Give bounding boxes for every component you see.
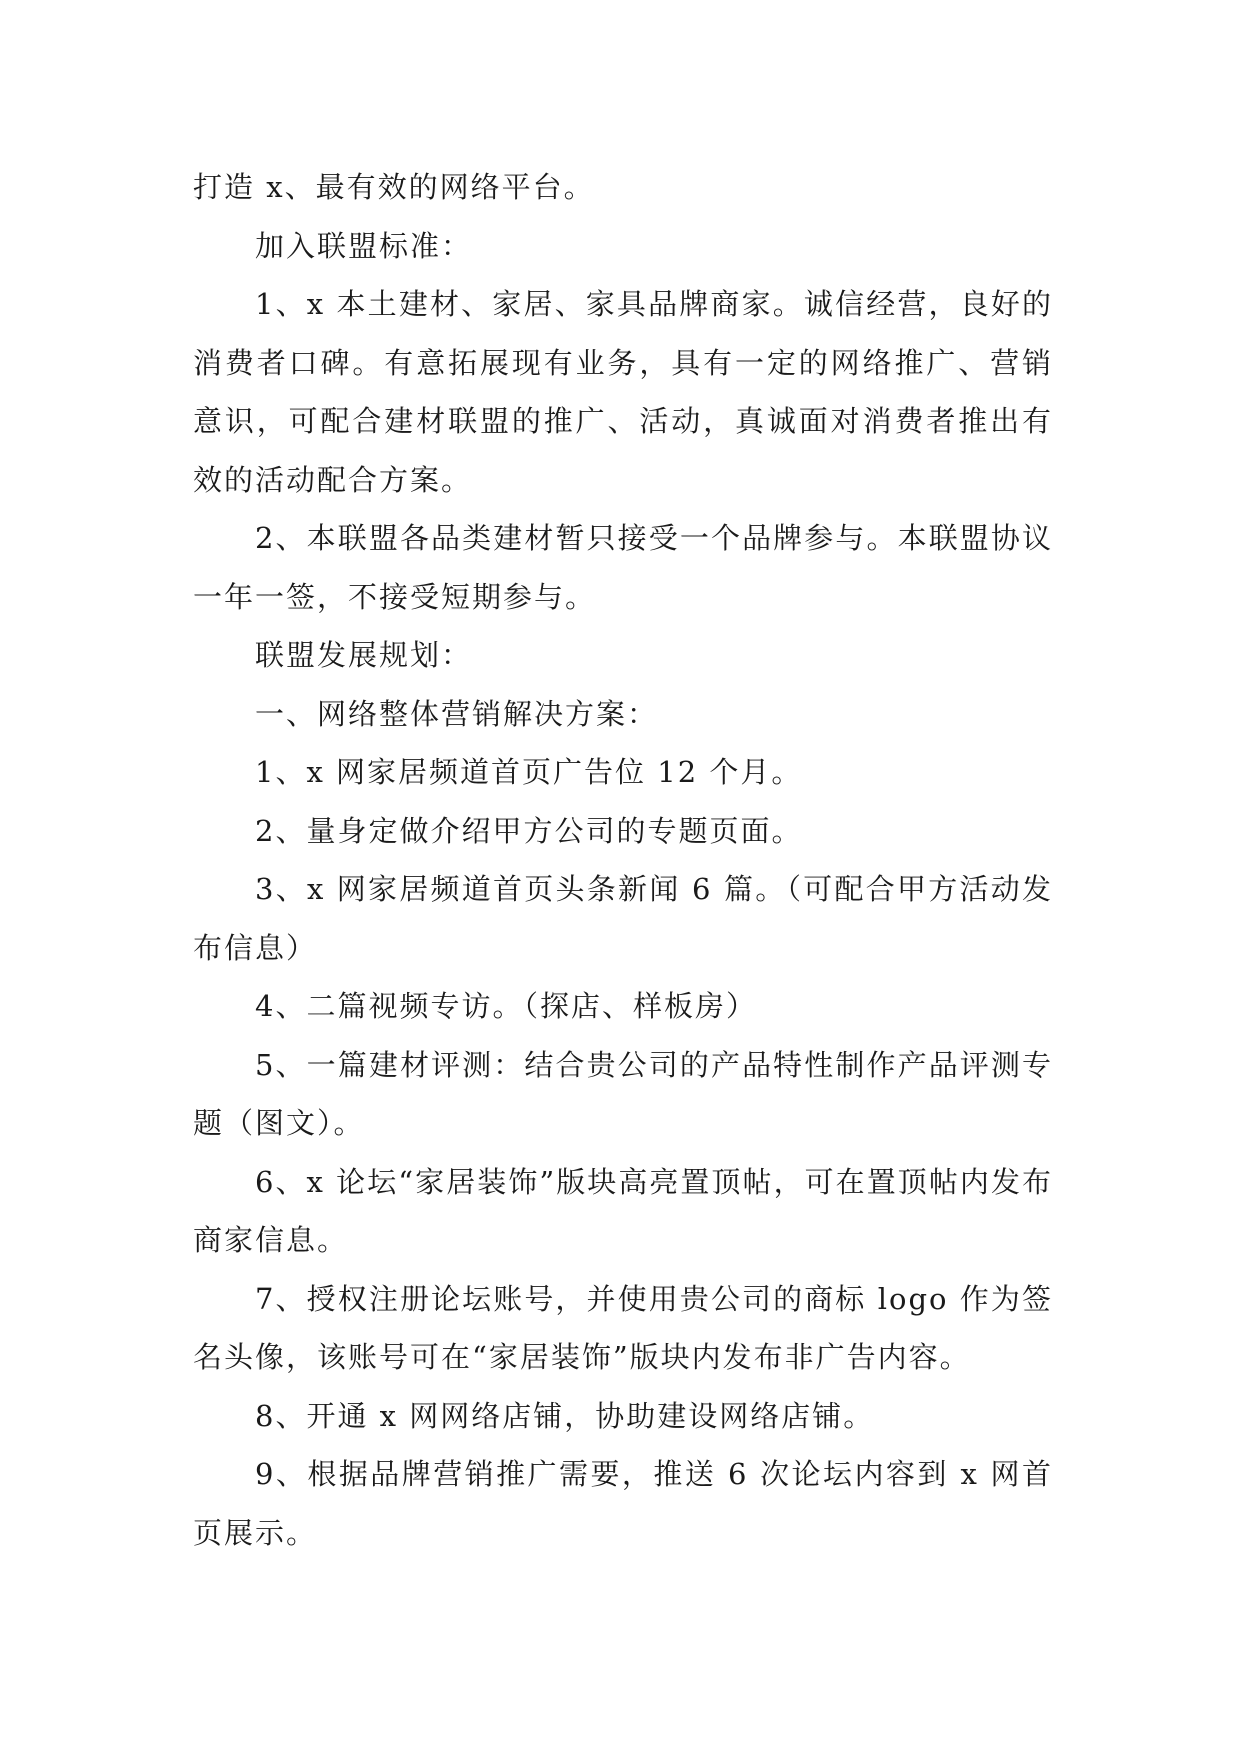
paragraph-13: 7、授权注册论坛账号，并使用贵公司的商标 logo 作为签名头像，该账号可在“家居装饰”版块内发布非广告内容。 (193, 1281, 1053, 1374)
paragraph-1: 打造 x、最有效的网络平台。 (193, 170, 595, 204)
paragraph-15: 9、根据品牌营销推广需要，推送 6 次论坛内容到 x 网首页展示。 (193, 1457, 1053, 1550)
paragraph-2: 加入联盟标准： (255, 228, 473, 263)
paragraph-8: 2、量身定做介绍甲方公司的专题页面。 (255, 813, 803, 848)
paragraph-9: 3、x 网家居频道首页头条新闻 6 篇。（可配合甲方活动发布信息） (193, 872, 1053, 965)
paragraph-10: 4、二篇视频专访。（探店、样板房） (255, 989, 757, 1023)
paragraph-14: 8、开通 x 网网络店铺，协助建设网络店铺。 (255, 1398, 875, 1433)
paragraph-11: 5、一篇建材评测：结合贵公司的产品特性制作产品评测专题（图文）。 (193, 1047, 1053, 1140)
paragraph-3: 1、x 本土建材、家居、家具品牌商家。诚信经营，良好的消费者口碑。有意拓展现有业务，具有一定的网络推广、营销意识，可配合建材联盟的推广、活动，真诚面对消费者推出有效的活动配合方案。 (193, 287, 1053, 497)
paragraph-12: 6、x 论坛“家居装饰”版块高亮置顶帖，可在置顶帖内发布商家信息。 (193, 1164, 1053, 1257)
paragraph-5: 联盟发展规划： (255, 638, 473, 672)
paragraph-4: 2、本联盟各品类建材暂只接受一个品牌参与。本联盟协议一年一签，不接受短期参与。 (193, 521, 1053, 614)
document-body (193, 158, 1053, 1562)
paragraph-6: 一、网络整体营销解决方案： (255, 696, 659, 731)
paragraph-7: 1、x 网家居频道首页广告位 12 个月。 (255, 755, 803, 789)
